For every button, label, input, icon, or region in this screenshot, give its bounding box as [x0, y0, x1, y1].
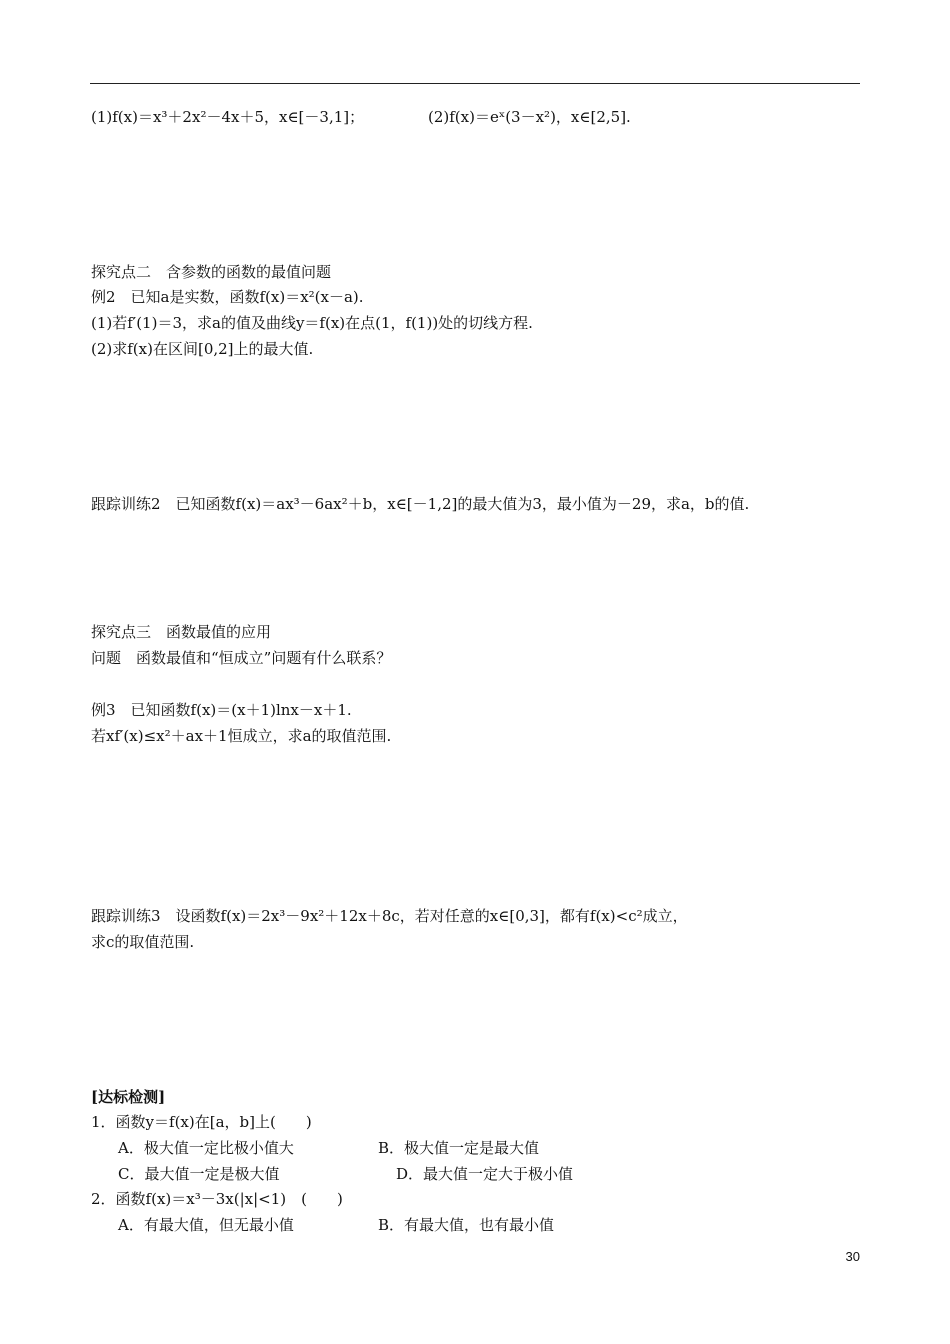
example-3-question: 若xf′(x)≤x²＋ax＋1恒成立，求a的取值范围. [91, 727, 392, 745]
page-number: 30 [845, 1249, 860, 1264]
training-3-line-2: 求c的取值范围. [91, 933, 195, 951]
training-3-line-1: 跟踪训练3 设函数f(x)＝2x³－9x²＋12x＋8c，若对任意的x∈[0,3]，都有f(x)<c²成立， [91, 907, 688, 925]
problem-1: (1)f(x)＝x³＋2x²－4x＋5，x∈[－3,1]； [91, 108, 365, 126]
example-2-q2: (2)求f(x)在区间[0,2]上的最大值. [91, 340, 314, 358]
example-2: 例2 已知a是实数，函数f(x)＝x²(x－a). [91, 288, 364, 306]
test-q1-option-d: D．最大值一定大于极小值 [396, 1165, 574, 1183]
header-rule [90, 83, 860, 84]
test-q1-option-a: A．极大值一定比极小值大 [118, 1139, 294, 1157]
section-3-heading: 探究点三 函数最值的应用 [91, 623, 272, 641]
training-2: 跟踪训练2 已知函数f(x)＝ax³－6ax²＋b，x∈[－1,2]的最大值为3，最小值为－29，求a，b的值. [91, 495, 750, 513]
test-q2-option-a: A．有最大值，但无最小值 [118, 1216, 294, 1234]
section-3-question: 问题 函数最值和“恒成立”问题有什么联系？ [91, 649, 392, 667]
test-q2-option-b: B．有最大值，也有最小值 [378, 1216, 555, 1234]
problem-2: (2)f(x)＝eˣ(3－x²)，x∈[2,5]. [428, 108, 631, 126]
example-2-q1: (1)若f′(1)＝3，求a的值及曲线y＝f(x)在点(1，f(1))处的切线方程. [91, 314, 533, 332]
example-3: 例3 已知函数f(x)＝(x＋1)lnx－x＋1. [91, 701, 352, 719]
test-question-1: 1．函数y＝f(x)在[a，b]上( ) [91, 1113, 312, 1131]
test-heading: [达标检测] [91, 1088, 166, 1106]
test-question-2: 2．函数f(x)＝x³－3x(|x|<1) ( ) [91, 1190, 343, 1208]
test-q1-option-b: B．极大值一定是最大值 [378, 1139, 540, 1157]
section-2-heading: 探究点二 含参数的函数的最值问题 [91, 263, 332, 281]
test-q1-option-c: C．最大值一定是极大值 [118, 1165, 280, 1183]
